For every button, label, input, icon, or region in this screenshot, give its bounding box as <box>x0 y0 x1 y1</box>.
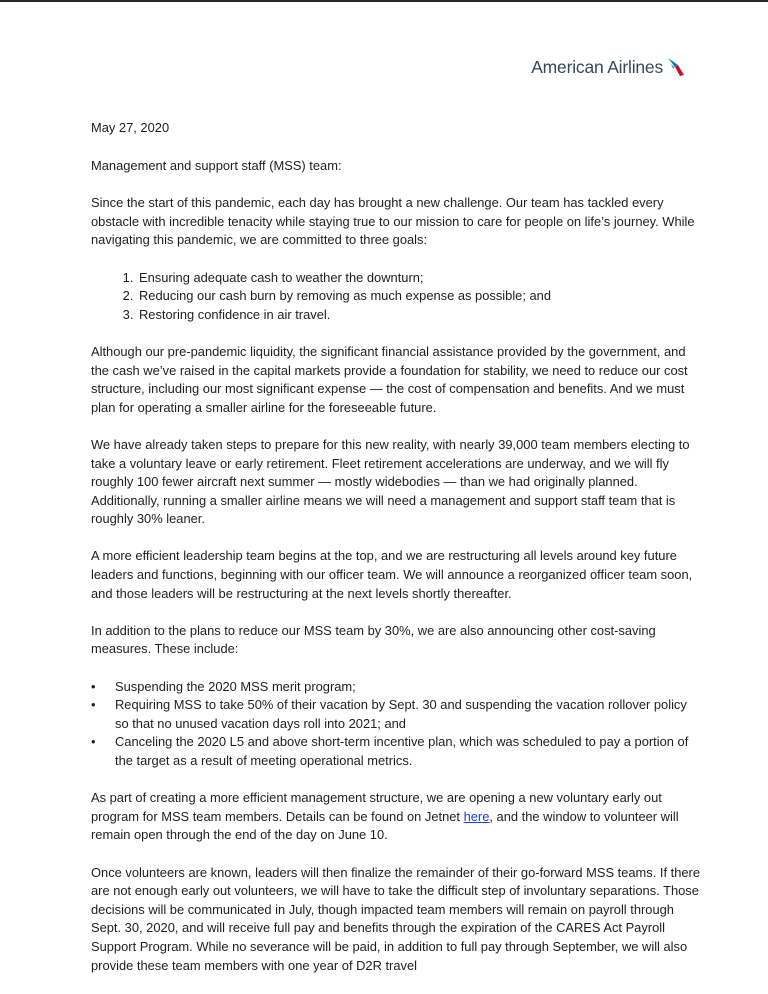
list-item <box>91 696 701 733</box>
american-airlines-logo <box>531 56 686 78</box>
goals-list <box>91 269 701 325</box>
letter-salutation: Management and support staff (MSS) team: <box>91 157 342 173</box>
volunteers-paragraph: Once volunteers are known, leaders will then finalize the remainder of their go-forward MSS teams. If there are not enough early out volunteers, we will have to take the difficult step of involuntary separations. Those decisions will be communicated in July, though impacted team members will remain on payroll through Sept. 30, 2020, and will receive full pay and benefits through the expiration of the CARES Act Payroll Support Program. While no severance will be paid, in addition to full pay through September, we will also provide these team members with one year of D2R travel <box>91 864 701 973</box>
liquidity-paragraph: Although our pre-pandemic liquidity, the significant financial assistance provided by the government, and the cash we’ve raised in the capital markets provide a foundation for stability, we need to reduce our cost structure, including our most significant expense — the cost of compensation and benefits. And we must plan for operating a smaller airline for the foreseeable future. <box>91 343 688 415</box>
list-item: 1. Ensuring adequate cash to weather the downturn; <box>137 269 701 288</box>
logo-wordmark: American Airlines <box>531 56 663 77</box>
bullet-icon: • <box>91 678 96 694</box>
letter-date: May 27, 2020 <box>91 120 170 135</box>
flight-symbol-icon <box>666 56 686 78</box>
list-item-text: Canceling the 2020 L5 and above short-term incentive plan, which was scheduled to pay a portion of the target as a result of meeting operational metrics. <box>115 734 689 768</box>
bullet-icon: • <box>91 734 96 750</box>
early-out-text-after: , and the window to volunteer will remain open through the end of the day on June 10. <box>91 808 679 843</box>
list-item: 2. Reducing our cash burn by removing as much expense as possible; and <box>137 287 701 306</box>
list-item-text: Requiring MSS to take 50% of their vacation by Sept. 30 and suspending the vacation rollover policy so that no unused vacation days roll into 2021; and <box>115 697 687 731</box>
letter-body <box>91 119 701 994</box>
bullet-icon: • <box>91 697 96 713</box>
leadership-paragraph: A more efficient leadership team begins at the top, and we are restructuring all levels around key future leaders and functions, beginning with our officer team. We will announce a reorganized officer team soon, and those leaders will be restructuring at the next levels shortly thereafter. <box>91 548 693 601</box>
list-item <box>91 678 701 697</box>
intro-paragraph: Since the start of this pandemic, each day has brought a new challenge. Our team has tackled every obstacle with incredible tenacity while staying true to our mission to care for people on life’s journey. While navigating this pandemic, we are committed to three goals: <box>91 195 695 248</box>
page-top-border <box>0 0 768 2</box>
measures-list <box>91 678 701 771</box>
list-item-text: Suspending the 2020 MSS merit program; <box>115 678 356 694</box>
steps-paragraph: We have already taken steps to prepare for this new reality, with nearly 39,000 team members electing to take a voluntary leave or early retirement. Fleet retirement accelerations are underway, and we will fly roughly 100 fewer aircraft next summer — mostly widebodies — than we had originally planned. Additionally, running a smaller airline means we will need a management and support staff team that is roughly 30% leaner. <box>91 436 690 527</box>
list-item: 3. Restoring confidence in air travel. <box>137 306 701 325</box>
measures-intro-paragraph: In addition to the plans to reduce our MSS team by 30%, we are also announcing other cost-saving measures. These include: <box>91 622 656 657</box>
list-item <box>91 733 701 770</box>
jetnet-here-link[interactable]: here <box>463 808 490 824</box>
early-out-paragraph <box>91 789 701 845</box>
early-out-text-before: As part of creating a more efficient management structure, we are opening a new voluntary early out program for MSS team members. Details can be found on Jetnet <box>91 790 662 824</box>
